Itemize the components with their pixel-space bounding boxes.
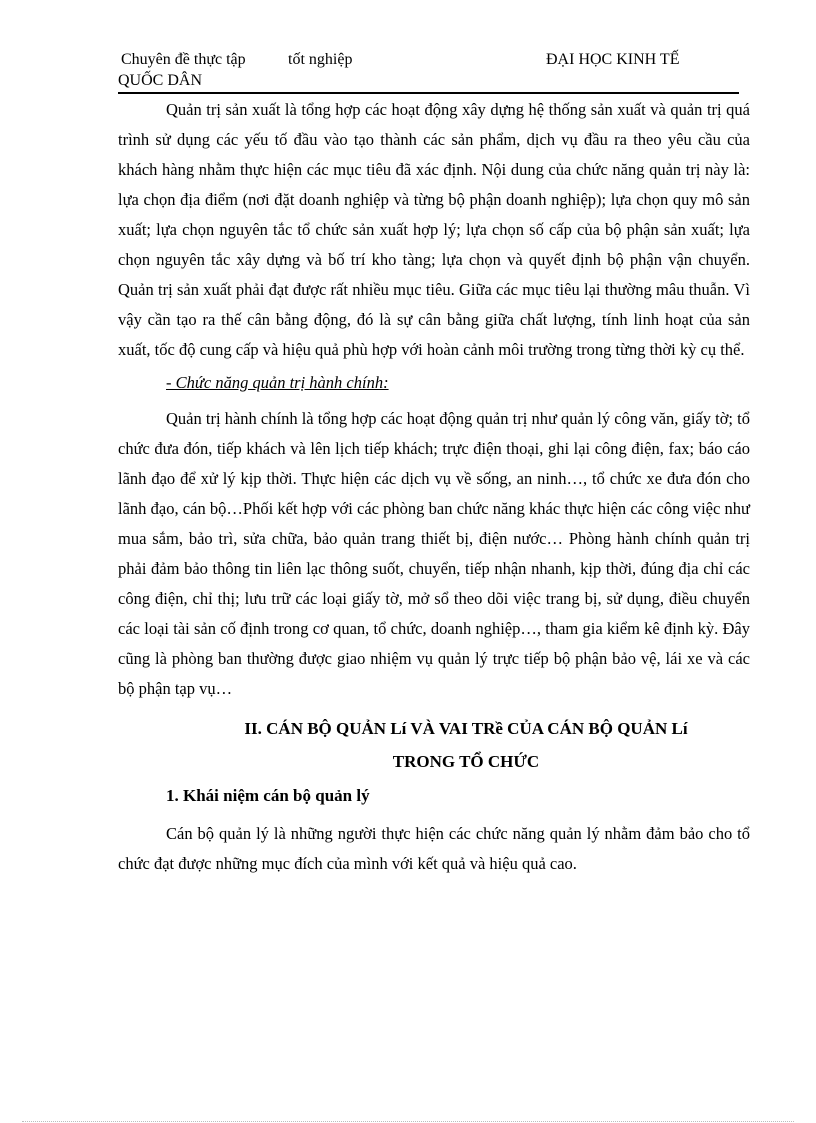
header-university: ĐẠI HỌC KINH TẾ	[546, 51, 680, 68]
subheading-admin-function: - Chức năng quản trị hành chính:	[166, 373, 389, 392]
header-divider	[118, 92, 739, 94]
paragraph-production-management: Quản trị sản xuất là tổng hợp các hoạt động xây dựng hệ thống sản xuất và quản trị quá trình sử dụng các yếu tố đầu vào tạo thành các sản phẩm, dịch vụ đầu ra theo yêu cầu của khách hàng nhằm thực hiện các mục tiêu đã xác định. Nội dung của chức năng quản trị này là: lựa chọn địa điểm (nơi đặt doanh nghiệp và từng bộ phận doanh nghiệp); lựa chọn quy mô sản xuất; lựa chọn nguyên tắc tổ chức sản xuất hợp lý; lựa chọn số cấp của bộ phận sản xuất; lựa chọn nguyên tắc xây dựng và bố trí kho tàng; lựa chọn và quyết định bộ phận vận chuyển. Quản trị sản xuất phải đạt được rất nhiều mục tiêu. Giữa các mục tiêu lại thường mâu thuẫn. Vì vậy cần tạo ra thế cân bằng động, đó là sự cân bằng giữa chất lượng, tính linh hoạt của sản xuất, tốc độ cung cấp và hiệu quả phù hợp với hoàn cảnh môi trường trong từng thời kỳ cụ thể.	[118, 100, 750, 359]
header-doc-type-suffix: tốt nghiệp	[288, 51, 353, 68]
document-body	[118, 95, 750, 879]
section-title	[118, 712, 750, 778]
section-title-line-1: II. CÁN BỘ QUẢN Lí VÀ VAI TRề CỦA CÁN BỘ QUẢN Lí	[244, 719, 688, 738]
section-title-line-2: TRONG TỔ CHỨC	[392, 752, 540, 771]
subsection-title: 1. Khái niệm cán bộ quản lý	[166, 786, 370, 805]
header-university-cont: QUỐC DÂN	[118, 72, 202, 89]
paragraph-definition: Cán bộ quản lý là những người thực hiện các chức năng quản lý nhằm đảm bảo cho tổ chức đạt được những mục đích của mình với kết quả và hiệu quả cao.	[118, 824, 750, 873]
header-doc-type: Chuyên đề thực tập	[121, 51, 246, 68]
page-bottom-divider	[22, 1121, 794, 1122]
paragraph-admin-management: Quản trị hành chính là tổng hợp các hoạt động quản trị như quản lý công văn, giấy tờ; tổ chức đưa đón, tiếp khách và lên lịch tiếp khách; trực điện thoại, ghi lại công điện, fax; báo cáo lãnh đạo để xử lý kịp thời. Thực hiện các dịch vụ về sống, an ninh…, tổ chức xe đưa đón cho lãnh đạo, cán bộ…Phối kết hợp với các phòng ban chức năng khác thực hiện các công việc như mua sắm, bảo trì, sửa chữa, bảo quản trang thiết bị, điện nước… Phòng hành chính quản trị phải đảm bảo thông tin liên lạc thông suốt, chuyển, tiếp nhận nhanh, kịp thời, đúng địa chỉ các công điện, chỉ thị; lưu trữ các loại giấy tờ, mở sổ theo dõi việc trang bị, sử dụng, điều chuyển các loại tài sản cố định trong cơ quan, tổ chức, doanh nghiệp…, tham gia kiểm kê định kỳ. Đây cũng là phòng ban thường được giao nhiệm vụ quản lý trực tiếp bộ phận bảo vệ, lái xe và các bộ phận tạp vụ…	[118, 409, 750, 698]
